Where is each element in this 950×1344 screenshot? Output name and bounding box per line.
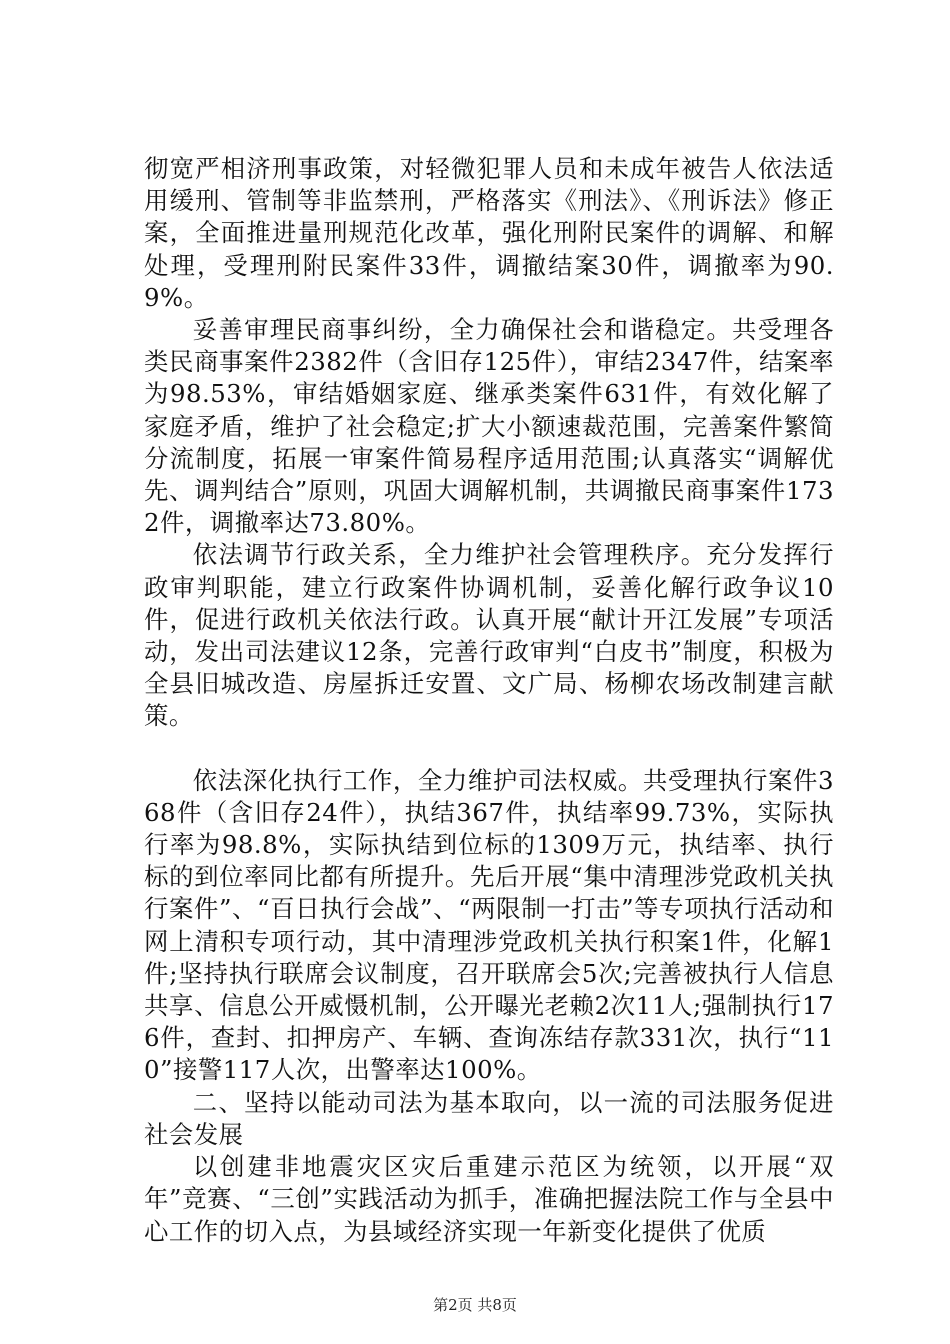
paragraph-criminal-policy: 彻宽严相济刑事政策，对轻微犯罪人员和未成年被告人依法适用缓刑、管制等非监禁刑，严格落实《刑法》、《刑诉法》修正案，全面推进量刑规范化改革，强化刑附民案件的调解、和解处理，受理刑附民案件33件，调撤结案30件，调撤率为90.9%。: [144, 154, 834, 312]
paragraph-service: 以创建非地震灾区灾后重建示范区为统领，以开展“双年”竞赛、“三创”实践活动为抓手，准确把握法院工作与全县中心工作的切入点，为县域经济实现一年新变化提供了优质: [144, 1152, 834, 1246]
page-number-footer: 第2页 共8页: [433, 1296, 517, 1314]
document-body: [144, 153, 834, 1248]
paragraph-enforcement: 依法深化执行工作，全力维护司法权威。共受理执行案件368件（含旧存24件），执结367件，执结率99.73%，实际执行率为98.8%，实际执结到位标的1309万元，执结率、执行标的到位率同比都有所提升。先后开展“集中清理涉党政机关执行案件”、“百日执行会战”、“两限制一打击”等专项执行活动和网上清积专项行动，其中清理涉党政机关执行积案1件，化解1件;坚持执行联席会议制度，召开联席会5次;完善被执行人信息共享、信息公开威慑机制，公开曝光老赖2次11人;强制执行176件，查封、扣押房产、车辆、查询冻结存款331次，执行“110”接警117人次，出警率达100%。: [144, 765, 834, 1085]
paragraph-gap: [144, 733, 834, 765]
paragraph-civil-commercial: 妥善审理民商事纠纷，全力确保社会和谐稳定。共受理各类民商事案件2382件（含旧存125件），审结2347件，结案率为98.53%，审结婚姻家庭、继承类案件631件，有效化解了家庭矛盾，维护了社会稳定;扩大小额速裁范围，完善案件繁简分流制度，拓展一审案件简易程序适用范围;认真落实“调解优先、调判结合”原则，巩固大调解机制，共调撤民商事案件1732件，调撤率达73.80%。: [144, 315, 834, 538]
paragraph-administrative: 依法调节行政关系，全力维护社会管理秩序。充分发挥行政审判职能，建立行政案件协调机制，妥善化解行政争议10件，促进行政机关依法行政。认真开展“献计开江发展”专项活动，发出司法建议12条，完善行政审判“白皮书”制度，积极为全县旧城改造、房屋拆迁安置、文广局、杨柳农场改制建言献策。: [144, 540, 834, 731]
section-heading-two: 二、坚持以能动司法为基本取向，以一流的司法服务促进社会发展: [144, 1087, 834, 1149]
